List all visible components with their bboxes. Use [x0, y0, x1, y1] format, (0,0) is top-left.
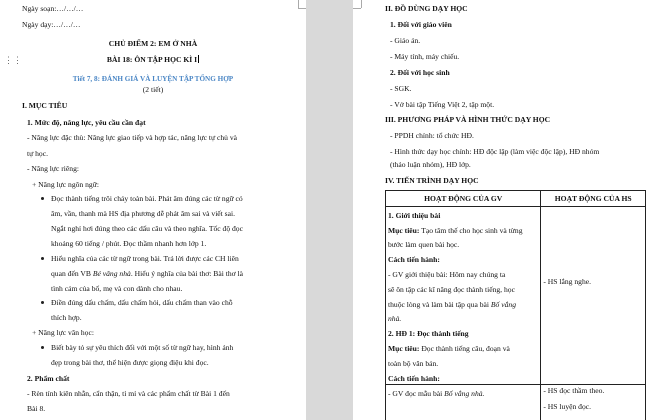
lesson-title: [0, 55, 306, 64]
text-line: nhà.: [388, 314, 402, 323]
column-header-teacher: HOẠT ĐỘNG CỦA GV: [386, 191, 541, 207]
text-span: Bé vâng nhà: [92, 269, 131, 278]
text-span: Đọc thành tiếng câu, đoạn và: [419, 344, 510, 353]
text-line: [388, 389, 484, 398]
subheading-student: 2. Đối với học sinh: [390, 68, 450, 77]
text-line: - Giáo án.: [390, 36, 421, 45]
text-line: âm, vần, thanh mà HS địa phương dễ phát âm sai và viết sai.: [51, 209, 236, 218]
subheading-teacher: 1. Đối với giáo viên: [390, 20, 452, 29]
date-prepared: Ngày soạn:…/…/…: [22, 4, 84, 13]
text-line: - HS đọc thầm theo.: [543, 386, 605, 395]
cell-divider: [541, 384, 645, 385]
section-heading-materials: II. ĐỒ DÙNG DẠY HỌC: [385, 4, 468, 13]
text-line: đẹp trong bài thơ, thể hiện được giọng điệu khi đọc.: [51, 358, 209, 367]
text-line: khoảng 60 tiếng / phút. Đọc thầm nhanh hơn lớp 1.: [51, 239, 207, 248]
text-line: tự học.: [27, 149, 48, 158]
procedure-label: Cách tiến hành:: [388, 374, 440, 383]
text-line: - Máy tính, máy chiếu.: [390, 52, 460, 61]
text-span: thuộc lòng và làm bài tập qua bài: [388, 300, 491, 309]
teacher-activity-cell: [386, 207, 541, 420]
column-header-student: HOẠT ĐỘNG CỦA HS: [541, 191, 646, 207]
section-heading-process: IV. TIẾN TRÌNH DẠY HỌC: [385, 176, 479, 185]
text-line: - HS lắng nghe.: [543, 277, 592, 286]
text-line: [388, 300, 516, 309]
text-line: - Vở bài tập Tiếng Việt 2, tập một.: [390, 100, 495, 109]
text-line: - Rèn tính kiên nhẫn, cẩn thận, tỉ mỉ và các phẩm chất từ Bài 1 đến: [27, 389, 230, 398]
text-line: [51, 269, 243, 278]
date-teaching: Ngày dạy:…/…/…: [22, 20, 81, 29]
margin-mark: [361, 0, 362, 8]
text-span: Tạo tâm thế cho học sinh và từng: [419, 226, 523, 235]
section-heading-objectives: I. MỤC TIÊU: [22, 101, 68, 110]
table-header-row: [386, 191, 646, 207]
text-line: tình cảm của bố, mẹ và con dành cho nhau.: [51, 284, 183, 293]
text-line: - Năng lực đặc thù: Năng lực giao tiếp và hợp tác, năng lực tự chủ và: [27, 133, 238, 142]
activity-title: 2. HĐ 1: Đọc thành tiếng: [388, 329, 469, 338]
text-line: + Năng lực văn học:: [32, 328, 94, 337]
section-heading-methods: III. PHƯƠNG PHÁP VÀ HÌNH THỨC DẠY HỌC: [385, 115, 551, 124]
text-line: [388, 226, 523, 235]
bullet-icon: [41, 301, 44, 304]
text-span: Bố vắng: [490, 300, 517, 309]
theme-title: CHỦ ĐIỂM 2: EM Ở NHÀ: [108, 39, 198, 48]
bullet-icon: [41, 257, 44, 260]
lesson-process-table: [385, 190, 646, 420]
text-span: Bố vắng nhà.: [444, 389, 485, 398]
text-line: Đọc thành tiếng trôi chảy toàn bài. Phát âm đúng các từ ngữ có: [51, 194, 243, 203]
text-line: bước làm quen bài học.: [388, 240, 460, 249]
text-line: - GV giới thiệu bài: Hôm nay chúng ta: [388, 270, 506, 279]
margin-mark: [298, 8, 306, 9]
bullet-icon: [41, 346, 44, 349]
document-page-left: [0, 0, 306, 420]
lesson-title-text: BÀI 18: ÔN TẬP HỌC KÌ I: [106, 55, 198, 64]
label: Mục tiêu:: [388, 344, 420, 353]
procedure-label: Cách tiến hành:: [388, 255, 440, 264]
text-line: - Hình thức dạy học chính: HĐ độc lập (làm việc độc lập), HĐ nhóm: [390, 147, 600, 156]
bullet-icon: [41, 197, 44, 200]
margin-mark: [353, 8, 361, 9]
student-activity-cell: [541, 207, 646, 420]
text-line: - HS luyện đọc.: [543, 402, 592, 411]
text-line: Bài 8.: [27, 404, 46, 413]
text-line: Điền đúng dấu chấm, dấu chấm hỏi, dấu chấm than vào chỗ: [51, 298, 233, 307]
text-cursor: [198, 55, 199, 63]
cell-divider: [386, 384, 540, 385]
drag-handle-icon[interactable]: ⋮⋮: [4, 55, 22, 65]
text-line: - SGK.: [390, 84, 412, 93]
table-row: [386, 207, 646, 420]
document-page-right: [353, 0, 650, 420]
text-line: Hiểu nghĩa của các từ ngữ trong bài. Trả lời được các CH liên: [51, 254, 239, 263]
activity-title: 1. Giới thiệu bài: [388, 211, 441, 220]
text-line: + Năng lực ngôn ngữ:: [32, 180, 99, 189]
text-line: [388, 344, 510, 353]
period-count: (2 tiết): [142, 85, 164, 94]
text-line: - PPDH chính: tổ chức HĐ.: [390, 131, 474, 140]
text-line: toàn bộ văn bản.: [388, 359, 439, 368]
text-line: - Năng lực riêng:: [27, 164, 79, 173]
subheading-qualities: 2. Phẩm chất: [27, 374, 70, 383]
text-line: (thảo luận nhóm), HĐ lớp.: [390, 160, 471, 169]
margin-mark: [298, 0, 299, 8]
text-line: sẽ ôn tập các kĩ năng đọc thành tiếng, học: [388, 285, 515, 294]
text-span: . Hiểu ý nghĩa của bài thơ: Bài thơ là: [130, 269, 244, 278]
text-line: Ngắt nghỉ hơi đúng theo các dấu câu và theo nghĩa. Tốc độ đọc: [51, 224, 243, 233]
subheading-competence: 1. Mức độ, năng lực, yêu cầu cần đạt: [27, 118, 146, 127]
text-span: quan đến VB: [51, 269, 93, 278]
text-span: - GV đọc mẫu bài: [388, 389, 445, 398]
label: Mục tiêu:: [388, 226, 420, 235]
text-line: thích hợp.: [51, 313, 82, 322]
text-line: Biết bày tỏ sự yêu thích đối với một số từ ngữ hay, hình ảnh: [51, 343, 234, 352]
period-title: Tiết 7, 8: ĐÁNH GIÁ VÀ LUYỆN TẬP TỔNG HỢP: [72, 75, 234, 83]
